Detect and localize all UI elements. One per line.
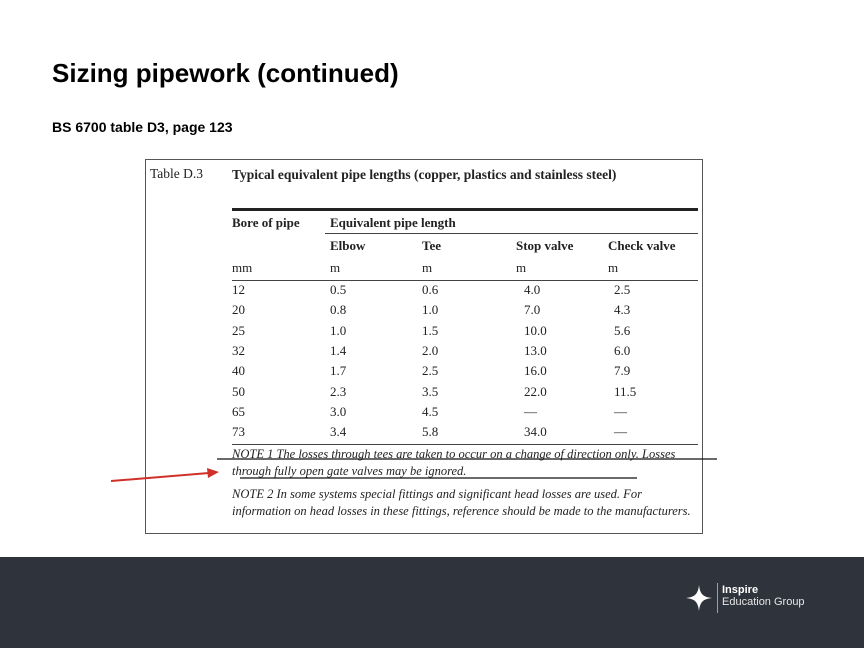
col-header-stop-valve: Stop valve bbox=[516, 238, 574, 253]
table-id: Table D.3 bbox=[150, 166, 204, 181]
sparkle-star-icon bbox=[686, 585, 712, 611]
cell-elbow: 1.4 bbox=[330, 342, 347, 358]
cell-bore: 73 bbox=[232, 424, 245, 440]
cell-tee: 0.6 bbox=[422, 282, 439, 297]
cell-elbow: 1.0 bbox=[330, 322, 347, 338]
red-arrow-shaft bbox=[111, 473, 209, 481]
col-header-elbow: Elbow bbox=[330, 238, 366, 253]
logo-subtitle: Education Group bbox=[722, 596, 805, 608]
cell-elbow: 0.5 bbox=[330, 282, 347, 297]
slide-subtitle: BS 6700 table D3, page 123 bbox=[52, 119, 233, 135]
cell-check-valve: — bbox=[614, 403, 627, 419]
cell-bore: 32 bbox=[232, 342, 245, 358]
cell-stop-valve: 34.0 bbox=[524, 424, 547, 440]
col-header-tee: Tee bbox=[422, 238, 442, 253]
unit-tee: m bbox=[422, 260, 433, 275]
cell-bore: 40 bbox=[232, 363, 245, 379]
col-header-check-valve: Check valve bbox=[608, 238, 676, 253]
cell-check-valve: 4.3 bbox=[614, 302, 631, 318]
cell-tee: 4.5 bbox=[422, 403, 439, 419]
cell-check-valve: 5.6 bbox=[614, 322, 631, 338]
cell-bore: 65 bbox=[232, 403, 245, 419]
unit-check-valve: m bbox=[608, 260, 619, 275]
cell-stop-valve: — bbox=[524, 403, 537, 419]
cell-check-valve: 7.9 bbox=[614, 363, 631, 379]
unit-elbow: m bbox=[330, 260, 341, 275]
group-header: Equivalent pipe length bbox=[330, 215, 456, 230]
cell-stop-valve: 22.0 bbox=[524, 383, 547, 399]
cell-stop-valve: 7.0 bbox=[524, 302, 541, 318]
cell-tee: 5.8 bbox=[422, 424, 439, 440]
cell-stop-valve: 13.0 bbox=[524, 342, 547, 358]
cell-tee: 2.5 bbox=[422, 363, 439, 379]
cell-check-valve: — bbox=[614, 424, 627, 440]
cell-elbow: 2.3 bbox=[330, 383, 347, 399]
cell-stop-valve: 16.0 bbox=[524, 363, 547, 379]
cell-stop-valve: 4.0 bbox=[524, 282, 541, 297]
note-1: NOTE 1 The losses through tees are taken to occur on a change of direction only. Losses through fully open gate valves may be ignored. bbox=[232, 447, 676, 478]
cell-tee: 1.0 bbox=[422, 302, 439, 318]
unit-bore: mm bbox=[232, 260, 253, 275]
cell-elbow: 1.7 bbox=[330, 363, 347, 379]
cell-elbow: 0.8 bbox=[330, 302, 347, 318]
cell-elbow: 3.4 bbox=[330, 424, 347, 440]
cell-check-valve: 11.5 bbox=[614, 383, 637, 399]
logo-divider bbox=[717, 583, 718, 613]
cell-bore: 20 bbox=[232, 302, 245, 318]
cell-check-valve: 6.0 bbox=[614, 342, 631, 358]
cell-bore: 50 bbox=[232, 383, 245, 399]
slide-title: Sizing pipework (continued) bbox=[52, 58, 399, 88]
cell-stop-valve: 10.0 bbox=[524, 322, 547, 338]
cell-bore: 12 bbox=[232, 282, 245, 297]
cell-tee: 3.5 bbox=[422, 383, 439, 399]
cell-check-valve: 2.5 bbox=[614, 282, 631, 297]
red-arrow-icon bbox=[207, 468, 219, 478]
cell-tee: 1.5 bbox=[422, 322, 439, 338]
table-caption: Typical equivalent pipe lengths (copper, plastics and stainless steel) bbox=[232, 167, 617, 182]
unit-stop-valve: m bbox=[516, 260, 527, 275]
note-2: NOTE 2 In some systems special fittings and significant head losses are used. For information on head losses in these fittings, reference should be made to the manufacturers. bbox=[232, 487, 691, 518]
cell-tee: 2.0 bbox=[422, 342, 439, 358]
cell-bore: 25 bbox=[232, 322, 245, 338]
cell-elbow: 3.0 bbox=[330, 403, 347, 419]
bore-header: Bore of pipe bbox=[232, 215, 300, 230]
logo-name: Inspire bbox=[722, 584, 759, 596]
